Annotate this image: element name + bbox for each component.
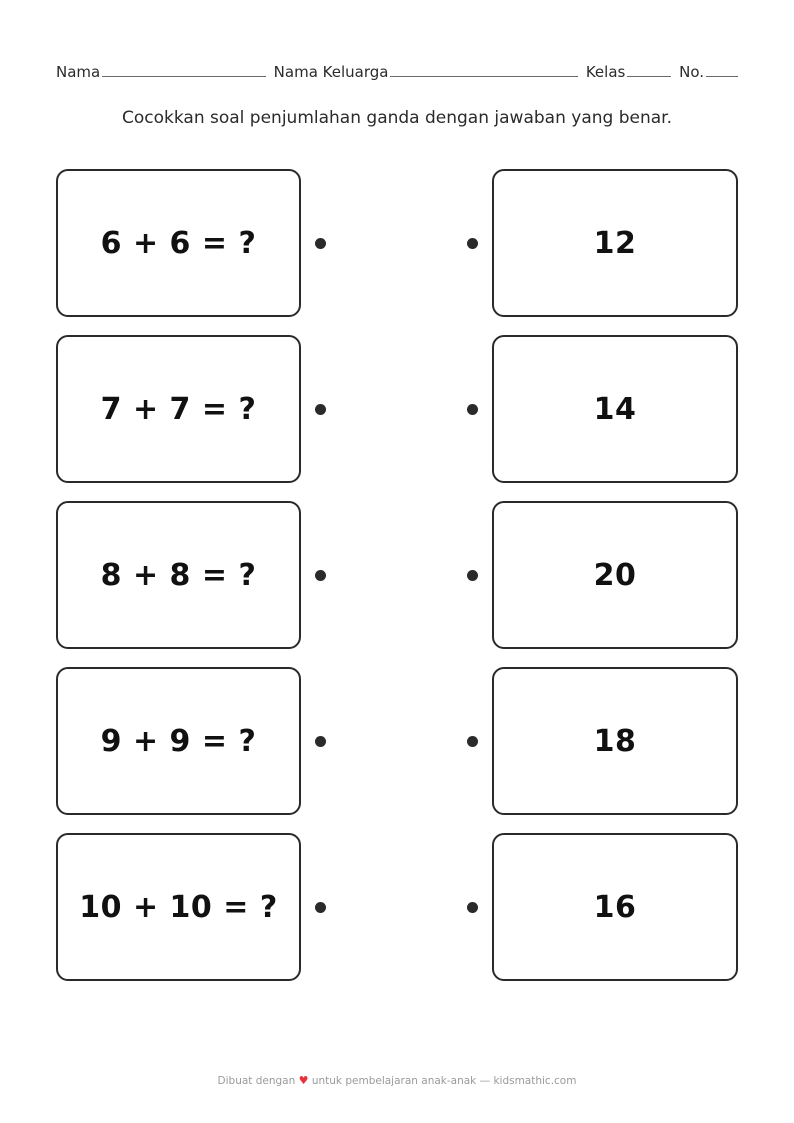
connector-dot-left[interactable] [315,736,326,747]
connector-dot-left[interactable] [315,404,326,415]
question-card[interactable]: 9 + 9 = ? [56,667,301,815]
match-row [56,666,738,816]
question-group [56,169,326,317]
match-row [56,168,738,318]
connector-dot-right[interactable] [467,736,478,747]
question-card[interactable]: 10 + 10 = ? [56,833,301,981]
answer-group [467,667,738,815]
connector-dot-left[interactable] [315,570,326,581]
family-name-input-line[interactable] [390,62,577,77]
connector-dot-left[interactable] [315,902,326,913]
connector-dot-right[interactable] [467,404,478,415]
name-label: Nama [56,63,101,81]
answer-group [467,501,738,649]
match-row [56,500,738,650]
question-card[interactable]: 6 + 6 = ? [56,169,301,317]
question-group [56,335,326,483]
answer-card[interactable]: 18 [492,667,738,815]
answer-card[interactable]: 12 [492,169,738,317]
question-card[interactable]: 7 + 7 = ? [56,335,301,483]
question-group [56,667,326,815]
connector-dot-right[interactable] [467,570,478,581]
answer-group [467,833,738,981]
answer-card[interactable]: 16 [492,833,738,981]
match-row [56,832,738,982]
family-name-label: Nama Keluarga [273,63,389,81]
class-input-line[interactable] [627,62,671,77]
student-info-row [56,62,738,81]
name-input-line[interactable] [102,62,265,77]
answer-card[interactable]: 14 [492,335,738,483]
connector-dot-right[interactable] [467,902,478,913]
footer-credit [0,1074,794,1087]
connector-dot-left[interactable] [315,238,326,249]
class-label: Kelas [585,63,626,81]
answer-group [467,169,738,317]
number-label: No. [679,63,705,81]
question-card[interactable]: 8 + 8 = ? [56,501,301,649]
question-group [56,833,326,981]
question-group [56,501,326,649]
footer-text-before: Dibuat dengan [217,1075,296,1087]
match-row [56,334,738,484]
answer-card[interactable]: 20 [492,501,738,649]
heart-icon: ♥ [298,1074,309,1087]
matching-exercise [56,168,738,982]
connector-dot-right[interactable] [467,238,478,249]
footer-text-after: untuk pembelajaran anak-anak — kidsmathic.com [311,1075,577,1087]
number-input-line[interactable] [706,62,738,77]
answer-group [467,335,738,483]
instruction-text: Cocokkan soal penjumlahan ganda dengan jawaban yang benar. [122,108,672,128]
